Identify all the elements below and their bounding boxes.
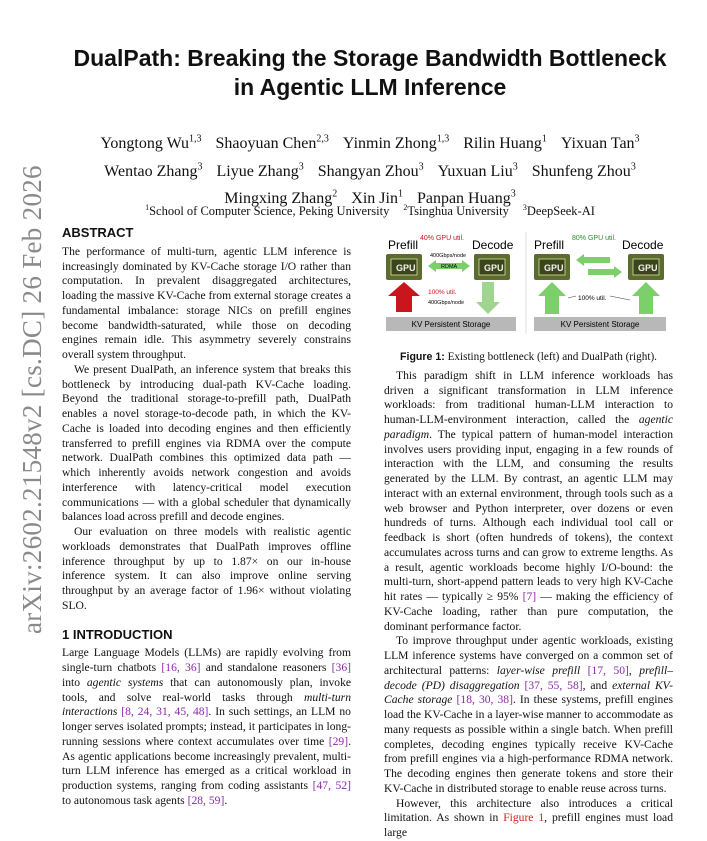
decode-label: Decode bbox=[472, 238, 514, 252]
author-name: Liyue Zhang$^3$ bbox=[216, 161, 304, 180]
affiliation: $^1$School of Computer Science, Peking University bbox=[145, 203, 390, 219]
gpu-util-label: 40% GPU util. bbox=[420, 235, 464, 242]
util-label: 100% util. bbox=[578, 295, 607, 302]
citation-link[interactable]: [17, 50] bbox=[587, 663, 629, 677]
prefill-to-decode-arrow bbox=[588, 266, 622, 278]
util-label: 100% util. bbox=[428, 289, 457, 296]
paper-title: DualPath: Breaking the Storage Bandwidth Bottleneck in Agentic LLM Inference bbox=[73, 45, 667, 100]
figure-1-diagram bbox=[384, 226, 673, 344]
author-name: Yixuan Tan$^3$ bbox=[560, 134, 640, 153]
right-column bbox=[384, 226, 673, 841]
storage-label: KV Persistent Storage bbox=[560, 320, 640, 329]
author-name: Yuxuan Liu$^3$ bbox=[437, 161, 518, 180]
abstract-heading: ABSTRACT bbox=[62, 225, 134, 240]
gpu-label: GPU bbox=[484, 263, 504, 273]
prefill-label: Prefill bbox=[534, 238, 565, 252]
prefill-label: Prefill bbox=[388, 238, 419, 252]
author-name: Shaoyuan Chen$^{2,3}$ bbox=[215, 134, 329, 153]
body-paragraph: However, this architecture also introduces a critical limitation. As shown in Figure 1, prefill engines must load large bbox=[384, 796, 673, 839]
citation-link[interactable]: [18, 30, 38] bbox=[456, 693, 513, 707]
affiliation: $^3$DeepSeek-AI bbox=[522, 203, 595, 219]
citation-link[interactable]: [37, 55, 58] bbox=[524, 678, 583, 692]
citation-link[interactable]: [16, 36] bbox=[161, 661, 201, 674]
author-name: Shunfeng Zhou$^3$ bbox=[531, 161, 636, 180]
affiliations bbox=[70, 203, 670, 219]
introduction-heading: 1 INTRODUCTION bbox=[62, 626, 173, 642]
author-name: Mingxing Zhang$^2$ bbox=[224, 188, 338, 207]
author-name: Yongtong Wu$^{1,3}$ bbox=[100, 134, 202, 153]
author-name: Rilin Huang$^1$ bbox=[463, 134, 547, 153]
decode-label: Decode bbox=[622, 238, 664, 252]
storage-to-prefill-arrow bbox=[538, 282, 566, 314]
citation-link[interactable]: [8, 24, 31, 45, 48] bbox=[121, 705, 209, 719]
rdma-label: RDMA bbox=[441, 264, 458, 270]
storage-to-prefill-arrow bbox=[388, 282, 420, 312]
figure-1-caption: Figure 1: Existing bottleneck (left) and DualPath (right). bbox=[400, 351, 657, 363]
dualpath-diagram bbox=[534, 235, 666, 331]
citation-link[interactable]: [47, 52] bbox=[312, 779, 351, 792]
gpu-label: GPU bbox=[396, 263, 416, 273]
body-paragraph: This paradigm shift in LLM inference workloads has driven a significant transformation in LLM inference workloads: from traditional human-LLM interaction to human-LLM-environment interaction, called the agentic paradigm. The typical pattern of human-model interaction involves users providing input, engaging in a few rounds of interaction with the LLM, and consuming the results generated by the LLM. By contrast, an agentic LLM may interact with an external environment, through tools such as a web browser and Python interpreter, over dozens or even hundreds of turns. Although each individual tool call or feedback is short (often hundreds of tokens), the context accumulates across turns and can grow to extreme lengths. As a result, agentic workloads become highly I/O-bound: the multi-turn, short-append pattern leads to very high KV-Cache hit rates — typically ≥ 95% [7] — making the efficiency of KV-Cache loading, rather than pure computation, the dominant performance factor. bbox=[384, 368, 673, 633]
body-paragraph: To improve throughput under agentic workloads, existing LLM inference systems have converged on a common set of architectural patterns: layer-wise prefill [17, 50], prefill–decode (PD) disaggregation [37, 55, 58], and external KV-Cache storage [18, 30, 38]. In these systems, prefill engines load the KV-Cache in a layer-wise manner to accommodate as many requests as possible within a single batch. When prefill completes, decoding engines typically receive KV-Cache from prefill engines via a high-performance RDMA network. The decoding engines then generate tokens and store their KV-Cache in distributed storage to enable reuse across turns. bbox=[384, 634, 673, 795]
affiliation: $^2$Tsinghua University bbox=[403, 203, 509, 219]
figure-1 bbox=[384, 226, 673, 344]
gpu-label: GPU bbox=[544, 263, 564, 273]
abstract-paragraph: The performance of multi-turn, agentic LLM inference is increasingly dominated by KV-Cache storage I/O rather than computation. In prevalent disaggregated architectures, loading the massive KV-Cache from external storage creates a fundamental imbalance: storage NICs on prefill engines become bandwidth-saturated, while those on decoding engines remain idle. This asymmetry severely constrains overall system throughput. bbox=[62, 244, 351, 361]
author-name: Shangyan Zhou$^3$ bbox=[317, 161, 424, 180]
gpu-label: GPU bbox=[638, 263, 658, 273]
author-name: Xin Jin$^1$ bbox=[351, 188, 403, 207]
storage-label: KV Persistent Storage bbox=[411, 320, 491, 329]
storage-to-decode-arrow bbox=[476, 282, 500, 314]
citation-link[interactable]: [28, 59] bbox=[187, 793, 225, 807]
storage-to-decode-arrow bbox=[632, 282, 660, 314]
gpu-util-label: 80% GPU util. bbox=[572, 235, 616, 242]
abstract-paragraph: Our evaluation on three models with realistic agentic workloads demonstrates that DualPath improves offline inference throughput by up to 1.87× on our in-house inference system. It can also improve online serving throughput by an average factor of 1.96× without violating SLO. bbox=[62, 525, 351, 612]
author-name: Yinmin Zhong$^{1,3}$ bbox=[342, 134, 450, 153]
abstract-paragraph: We present DualPath, an inference system that breaks this bottleneck by introducing dual-path KV-Cache loading. Beyond the traditional storage-to-prefill path, DualPath enables a novel storage-to-decode path, in which the KV-Cache is loaded into decoding engines and then efficiently transferred to prefill engines via RDMA over the compute network. DualPath combines this optimized data path — which inherently avoids network congestion and avoids interference with latency-critical model execution communications — with a global scheduler that dynamically balances load across prefill and decode engines. bbox=[62, 362, 351, 524]
existing-bottleneck-diagram bbox=[386, 235, 516, 331]
citation-link[interactable]: [36] bbox=[331, 661, 351, 674]
arxiv-identifier: arXiv:2602.21548v2 [cs.DC] 26 Feb 2026 bbox=[17, 165, 47, 634]
citation-link[interactable]: [7] bbox=[522, 590, 537, 603]
author-list bbox=[70, 128, 670, 210]
author-name: Wentao Zhang$^3$ bbox=[104, 161, 203, 180]
left-column bbox=[62, 226, 351, 809]
figure-reference-link[interactable]: Figure 1 bbox=[503, 811, 545, 825]
author-name: Panpan Huang$^3$ bbox=[416, 188, 516, 207]
decode-to-prefill-arrow bbox=[576, 254, 610, 266]
introduction-paragraph: Large Language Models (LLMs) are rapidly evolving from single-turn chatbots [16, 36] and standalone reasoners [36] into agentic systems that can autonomously plan, invoke tools, and solve real-world tasks through multi-turn interactions [8, 24, 31, 45, 48]. In such settings, an LLM no longer serves isolated prompts; instead, it participates in long-running sessions where context accumulates over time [29]. As agentic applications become increasingly prevalent, multi-turn LLM inference has emerged as a critical workload in production systems, ranging from coding assistants [47, 52] to autonomous task agents [28, 59]. bbox=[62, 646, 352, 807]
bandwidth-label: 400Gbps/node bbox=[428, 300, 465, 306]
bandwidth-label: 400Gbps/node bbox=[430, 253, 467, 259]
citation-link[interactable]: [29] bbox=[328, 734, 349, 748]
